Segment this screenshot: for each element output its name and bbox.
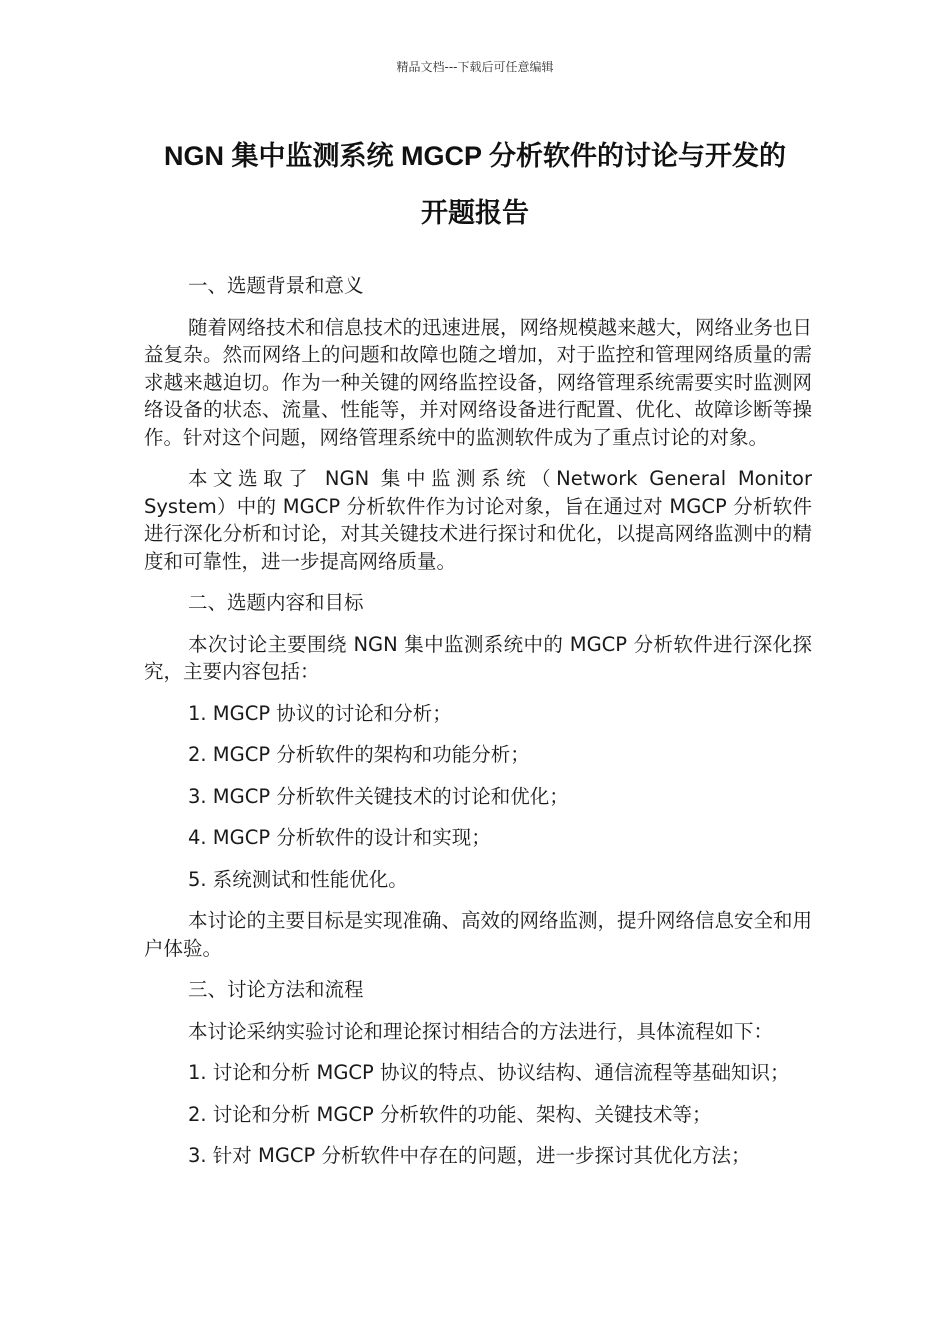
section-1-heading: 一、选题背景和意义 [188,274,364,297]
list-item: 3. MGCP 分析软件关键技术的讨论和优化； [188,784,569,808]
section-2-heading: 二、选题内容和目标 [188,591,364,614]
title-line-2: 开题报告 [421,198,529,228]
section-1-paragraph-1: 随着网络技术和信息技术的迅速进展，网络规模越来越大，网络业务也日益复杂。然而网络上的问题和故障也随之增加，对于监控和管理网络质量的需求越来越迫切。作为一种关键的网络监控设备，网络管理系统需要实时监测网络设备的状态、流量、性能等，并对网络设备进行配置、优化、故障诊断等操作。针对这个问题，网络管理系统中的监测软件成为了重点讨论的对象。 [144,315,813,449]
section-3-heading: 三、讨论方法和流程 [188,978,364,1001]
document-body [144,272,812,1184]
list-item: 1. 讨论和分析 MGCP 协议的特点、协议结构、通信流程等基础知识； [188,1061,790,1084]
title-line-1: NGN 集中监测系统 MGCP 分析软件的讨论与开发的 [163,141,786,171]
section-2-goal: 本讨论的主要目标是实现准确、高效的网络监测，提升网络信息安全和用户体验。 [144,909,813,960]
list-item: 5. 系统测试和性能优化。 [188,867,408,891]
document-title [130,128,820,242]
list-item: 2. 讨论和分析 MGCP 分析软件的功能、架构、关键技术等； [188,1102,712,1126]
section-1-paragraph-2: 本文选取了 NGN 集中监测系统（Network General Monitor System）中的 MGCP 分析软件作为讨论对象，旨在通过对 MGCP 分析软件进行深化分析和讨论，对其关键技术进行探讨和优化，以提高网络监测中的精度和可靠性，进一步提高网络质量。 [144,467,812,573]
list-item: 4. MGCP 分析软件的设计和实现； [188,826,491,849]
section-3-intro: 本讨论采纳实验讨论和理论探讨相结合的方法进行，具体流程如下： [188,1019,774,1043]
list-item: 1. MGCP 协议的讨论和分析； [188,701,452,725]
list-item: 2. MGCP 分析软件的架构和功能分析； [188,743,530,766]
list-item: 3. 针对 MGCP 分析软件中存在的问题，进一步探讨其优化方法； [188,1144,751,1167]
section-2-intro: 本次讨论主要围绕 NGN 集中监测系统中的 MGCP 分析软件进行深化探究，主要内容包括： [144,632,812,683]
header-note: 精品文档---下载后可任意编辑 [396,60,554,74]
